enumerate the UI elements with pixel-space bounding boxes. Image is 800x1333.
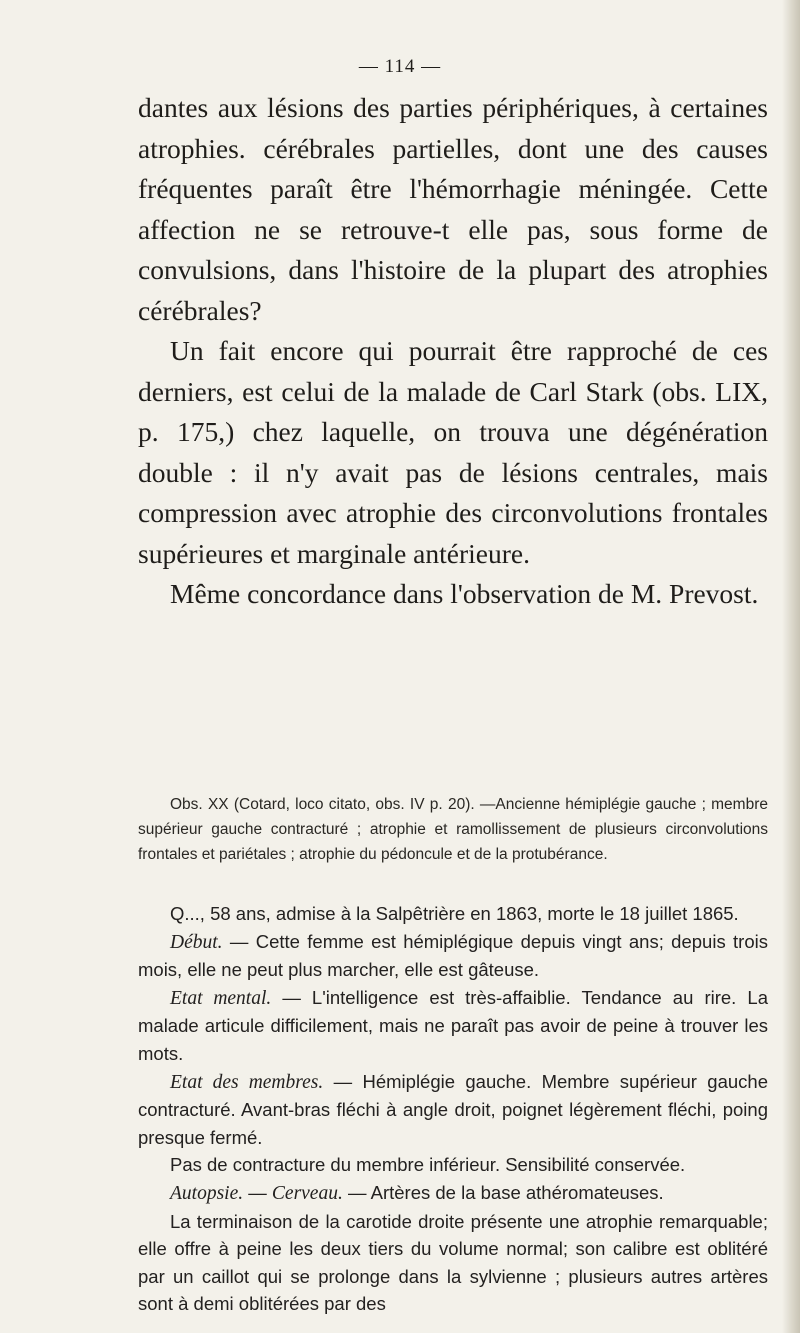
case-contracture: Pas de contracture du membre inférieur. Sensibilité conservée. — [170, 1154, 686, 1176]
mental-label: Etat mental. — [170, 987, 272, 1009]
mental-text: — L'intelligence est très-affaiblie. Tendance au rire. La malade articule difficilement, mais ne paraît pas avoir de peine à trouver les mots. — [138, 986, 768, 1064]
autopsie-dash: — — [243, 1181, 272, 1203]
case-mental — [138, 984, 768, 1068]
case-autopsie — [138, 1179, 768, 1208]
case-debut — [138, 928, 768, 984]
main-text — [138, 88, 768, 615]
membres-text: — Hémiplégie gauche. Membre supérieur gauche contracturé. Avant-bras fléchi à angle droit, poignet légèrement fléchi, poing presque fermé. — [138, 1070, 768, 1148]
paragraph-2: Un fait encore qui pourrait être rapproché de ces derniers, est celui de la malade de Carl Stark (obs. LIX, p. 175,) chez laquelle, on trouva une dégénération double : il n'y avait pas de lésions centrales, mais compression avec atrophie des circonvolutions frontales supérieures et marginale antérieure. — [138, 335, 768, 569]
autopsie-text: — Artères de la base athéromateuses. — [342, 1181, 664, 1203]
page-number: — 114 — — [358, 56, 442, 77]
debut-text: — Cette femme est hémiplégique depuis vingt ans; depuis trois mois, elle ne peut plus marcher, elle est gâteuse. — [138, 930, 768, 981]
autopsie-label: Autopsie. — [170, 1182, 244, 1204]
case-intro: Q..., 58 ans, admise à la Salpêtrière en 1863, morte le 18 juillet 1865. — [170, 903, 739, 924]
observation-summary: Obs. XX (Cotard, loco citato, obs. IV p. 20). —Ancienne hémiplégie gauche ; membre supérieur gauche contracturé ; atrophie et ramollissement de plusieurs circonvolutions frontales et pariétales ; atrophie du pédoncule et de la protubérance. — [138, 796, 768, 863]
debut-label: Début. — [170, 931, 223, 953]
case-report — [138, 900, 768, 1318]
paragraph-1: dantes aux lésions des parties périphériques, à certaines atrophies. cérébrales partielles, dont une des causes fréquentes paraît être l'hémorrhagie méningée. Cette affection ne se retrouve-t elle pas, sous forme de convulsions, dans l'histoire de la plupart des atrophies cérébrales? — [138, 92, 768, 326]
cerveau-label: Cerveau. — [271, 1182, 343, 1204]
membres-label: Etat des membres. — [170, 1071, 324, 1093]
page-edge-shadow — [782, 0, 800, 1333]
paragraph-3: Même concordance dans l'observation de M. Prevost. — [170, 578, 759, 609]
case-final: La terminaison de la carotide droite présente une atrophie remarquable; elle offre à peine les deux tiers du volume normal; son calibre est oblitéré par un caillot qui se prolonge dans la sylvienne ; plusieurs autres artères sont à demi oblitérées par des — [138, 1210, 768, 1315]
observation-heading — [138, 792, 768, 867]
case-membres — [138, 1068, 768, 1152]
